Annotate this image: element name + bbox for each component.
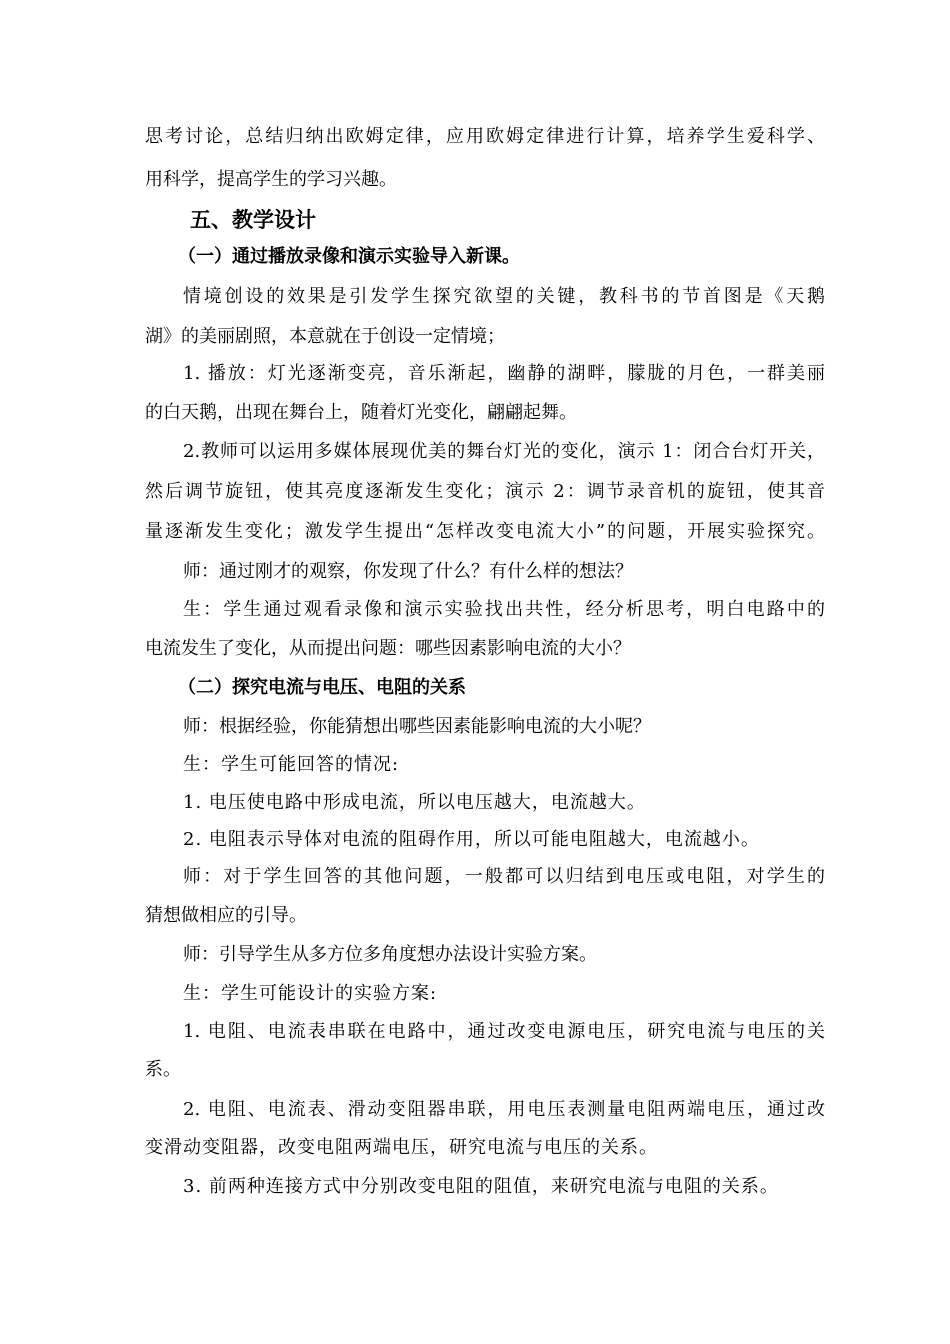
body-text-line: 2. 电阻表示导体对电流的阻碍作用，所以可能电阻越大，电流越小。 xyxy=(183,829,760,850)
body-text-line: 师：通过刚才的观察，你发现了什么？有什么样的想法？ xyxy=(183,561,633,582)
body-text-line: 电流发生了变化，从而提出问题：哪些因素影响电流的大小？ xyxy=(145,638,631,659)
body-text-line: 师：对于学生回答的其他问题，一般都可以归结到电压或电阻，对学生的 xyxy=(183,866,825,887)
body-text-line: 思考讨论，总结归纳出欧姆定律，应用欧姆定律进行计算，培养学生爱科学、 xyxy=(145,126,825,147)
body-text-line: 生：学生可能回答的情况: xyxy=(183,754,400,775)
body-text-line: 1. 播放：灯光逐渐变亮，音乐渐起，幽静的湖畔，朦胧的月色，一群美丽 xyxy=(183,363,825,384)
subsection-heading: （一）通过播放录像和演示实验导入新课。 xyxy=(178,246,520,267)
body-text-line: 量逐渐发生变化；激发学生提出“怎样改变电流大小”的问题，开展实验探究。 xyxy=(145,521,825,542)
body-text-line: 3. 前两种连接方式中分别改变电阻的阻值，来研究电流与电阻的关系。 xyxy=(183,1176,779,1197)
body-text-line: 用科学，提高学生的学习兴趣。 xyxy=(145,169,397,190)
body-text-line: 2.教师可以运用多媒体展现优美的舞台灯光的变化，演示 1：闭合台灯开关， xyxy=(183,441,825,462)
body-text-line: 湖》的美丽剧照，本意就在于创设一定情境； xyxy=(145,326,505,347)
body-text-line: 然后调节旋钮，使其亮度逐渐发生变化；演示 2：调节录音机的旋钮，使其音 xyxy=(145,481,825,502)
body-text-line: 的白天鹅，出现在舞台上，随着灯光变化，翩翩起舞。 xyxy=(145,402,577,423)
section-heading: 五、教学设计 xyxy=(190,207,316,232)
body-text-line: 1. 电阻、电流表串联在电路中，通过改变电源电压，研究电流与电压的关 xyxy=(183,1021,825,1042)
subsection-heading: （二）探究电流与电压、电阻的关系 xyxy=(178,677,466,698)
body-text-line: 1. 电压使电路中形成电流，所以电压越大，电流越大。 xyxy=(183,792,646,813)
body-text-line: 师：引导学生从多方位多角度想办法设计实验方案。 xyxy=(183,944,597,965)
body-text-line: 生：学生可能设计的实验方案: xyxy=(183,983,438,1004)
body-text-line: 变滑动变阻器，改变电阻两端电压，研究电流与电压的关系。 xyxy=(145,1137,658,1158)
body-text-line: 生：学生通过观看录像和演示实验找出共性，经分析思考，明白电路中的 xyxy=(183,599,825,620)
body-text-line: 师：根据经验，你能猜想出哪些因素能影响电流的大小呢？ xyxy=(183,716,651,737)
body-text-line: 猜想做相应的引导。 xyxy=(145,905,307,926)
body-text-line: 情境创设的效果是引发学生探究欲望的关键，教科书的节首图是《天鹅 xyxy=(183,286,825,307)
body-text-line: 系。 xyxy=(145,1059,181,1080)
body-text-line: 2. 电阻、电流表、滑动变阻器串联，用电压表测量电阻两端电压，通过改 xyxy=(183,1099,825,1120)
